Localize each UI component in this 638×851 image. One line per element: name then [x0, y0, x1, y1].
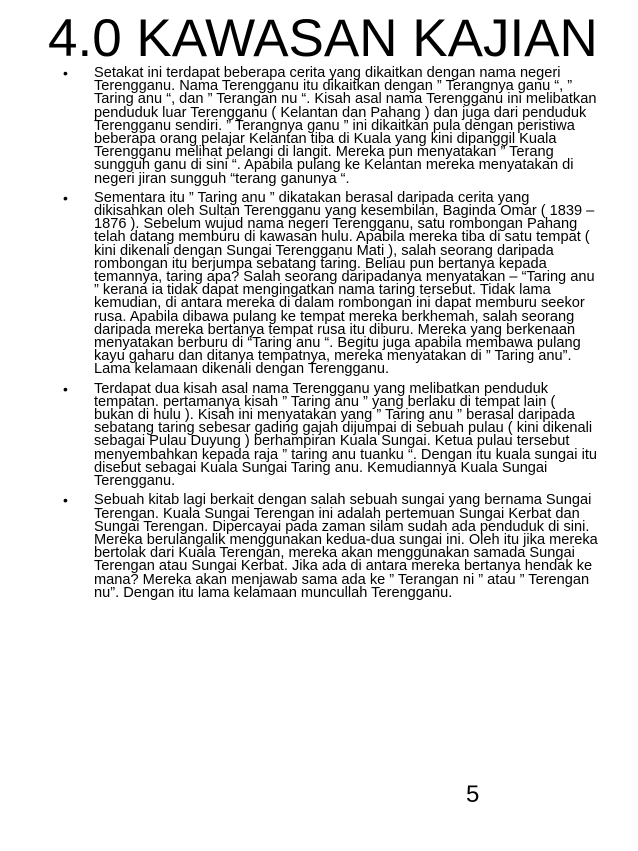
page-number: 5: [466, 781, 480, 808]
bullet-list: [0, 67, 638, 606]
page-title: 4.0 KAWASAN KAJIAN: [48, 9, 598, 68]
paragraph-text: Setakat ini terdapat beberapa cerita yang dikaitkan dengan nama negeri Terengganu. Nama Terengganu itu dikaitkan dengan ” Terangnya ganu “, ” Taring anu “, dan ” Terangan nu “. Kisah asal nama Terengganu ini melibatkan penduduk luar Terengganu ( Kelantan dan Pahang ) dan juga dari penduduk Terengganu sendiri. ” Terangnya ganu ” ini dikaitkan pula dengan peristiwa beberapa orang pelajar Kelantan tiba di Kuala yang kini dipanggil Kuala Terengganu melihat pelangi di langit. Mereka pun menyatakan ” Terang sungguh ganu di sini “. Apabila pulang ke Kelantan mereka menyatakan di negeri jiran sungguh “terang ganunya “.: [94, 65, 597, 187]
list-item: [0, 380, 638, 490]
bullet-dot: •: [63, 380, 68, 397]
paragraph-text: Sementara itu ” Taring anu ” dikatakan berasal daripada cerita yang dikisahkan oleh Sultan Terengganu yang kesembilan, Baginda Omar ( 1839 – 1876 ). Sebelum wujud nama negeri Terengganu, satu rombongan Pahang telah datang memburu di kawasan hulu. Apabila mereka tiba di satu tempat ( kini dikenali dengan Sungai Terengganu Mati ), salah seorang daripada rombongan itu berjumpa sebatang taring. Beliau pun bertanya kepada temannya, taring apa? Salah seorang daripadanya menyatakan – “Taring anu ” kerana ia tidak dapat mengingatkan nama taring tersebut. Tidak lama kemudian, di antara mereka di dalam rombongan ini dapat memburu seekor rusa. Apabila dibawa pulang ke tempat mereka berkhemah, salah seorang daripada mereka bertanya tempat rusa itu diburu. Mereka yang berkenaan menyatakan berburu di “Taring anu “. Begitu juga apabila membawa pulang kayu gaharu dan ditanya tempatnya, mereka menyatakan di ” Taring anu”. Lama kelamaan dikenali dengan Terengganu.: [94, 189, 595, 378]
list-item: [0, 189, 638, 378]
bullet-dot: •: [63, 189, 68, 206]
list-item: [0, 67, 638, 186]
paragraph-text: Terdapat dua kisah asal nama Terengganu yang melibatkan penduduk tempatan. pertamanya kisah ” Taring anu ” yang berlaku di tempat lain ( bukan di hulu ). Kisah ini menyatakan yang ” Taring anu ” berasal daripada sebatang taring sebesar gading gajah dijumpai di sebuah pulau ( kini dikenali sebagai Pulau Duyung ) berhampiran Kuala Sungai. Ketua pulau tersebut menyembahkan kepada raja ” taring anu tuanku “. Dengan itu kuala sungai itu disebut sebagai Kuala Sungai Taring anu. Kemudiannya Kuala Sungai Terengganu.: [94, 380, 597, 490]
paragraph-text: Sebuah kitab lagi berkait dengan salah sebuah sungai yang bernama Sungai Terengan. Kuala Sungai Terengan ini adalah pertemuan Sungai Kerbat dan Sungai Terengan. Dipercayai pada zaman silam sudah ada penduduk di sini. Mereka berulangalik menggunakan kedua-dua sungai ini. Oleh itu jika mereka bertolak dari Kuala Terengan, mereka akan menggunakan samada Sungai Terengan atau Sungai Kerbat. Jika ada di antara mereka bertanya hendak ke mana? Mereka akan menjawab sama ada ke ” Terangan ni ” atau ” Terengan nu”. Dengan itu lama kelamaan muncullah Terengganu.: [94, 492, 598, 601]
bullet-dot: •: [63, 492, 68, 509]
bullet-dot: •: [63, 65, 68, 81]
list-item: [0, 494, 638, 600]
